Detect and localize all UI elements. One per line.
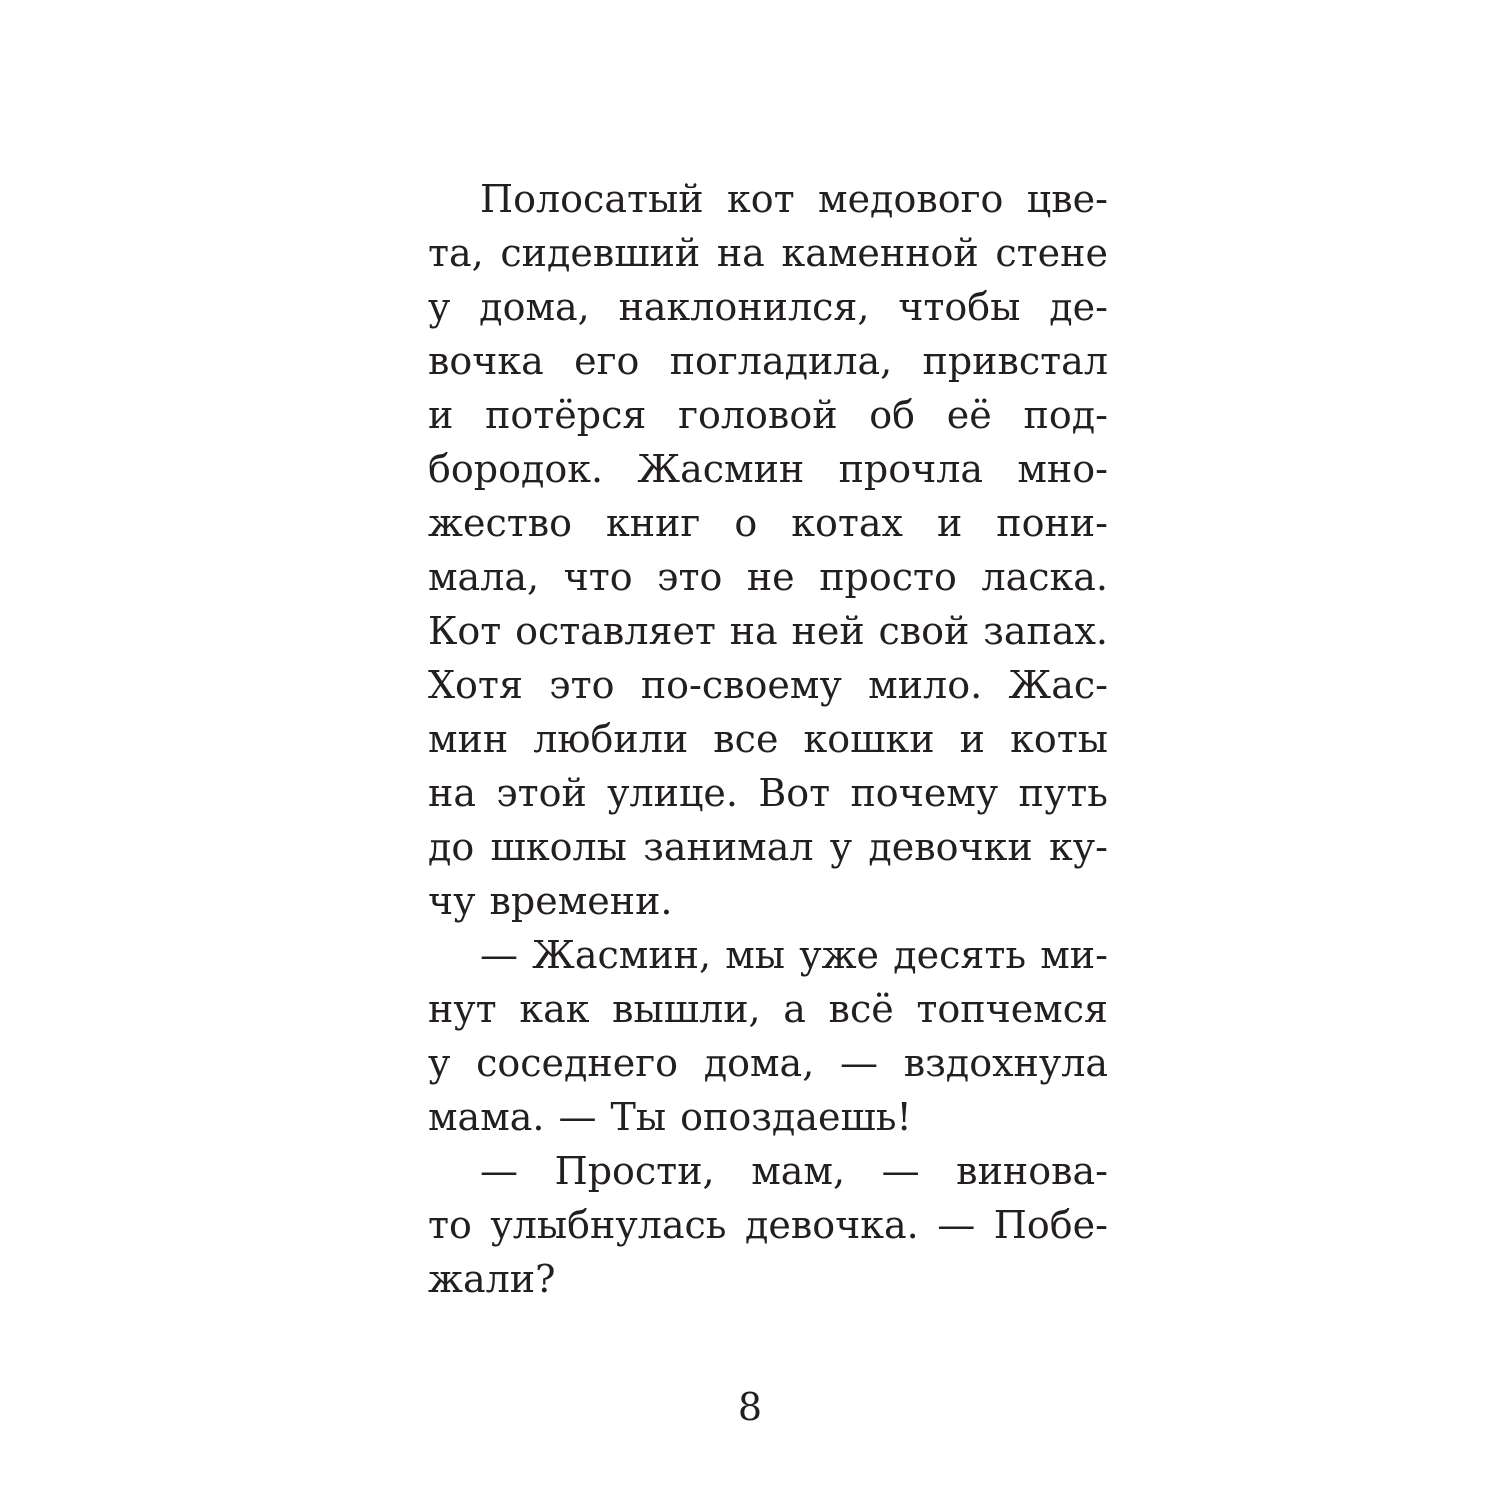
word: чтобы bbox=[898, 285, 1021, 329]
word: у bbox=[829, 825, 853, 869]
word: и bbox=[936, 501, 963, 545]
word: Прости, bbox=[554, 1149, 715, 1193]
word: — bbox=[480, 933, 518, 977]
word: что bbox=[563, 555, 633, 599]
word: ласка. bbox=[981, 555, 1108, 599]
word: вышли, bbox=[612, 987, 761, 1031]
text-line bbox=[428, 820, 1108, 874]
text-line bbox=[428, 172, 1108, 226]
word: мам, bbox=[751, 1149, 846, 1193]
word: та, bbox=[428, 231, 484, 275]
word: на bbox=[729, 609, 778, 653]
word: дома, bbox=[479, 285, 590, 329]
text-line bbox=[428, 1252, 1108, 1306]
word: наклонился, bbox=[618, 285, 870, 329]
word: — bbox=[558, 1095, 597, 1139]
word: де- bbox=[1049, 285, 1108, 329]
word: а bbox=[783, 987, 806, 1031]
word: улице. bbox=[607, 771, 738, 815]
word: ми- bbox=[1040, 933, 1108, 977]
word: как bbox=[519, 987, 590, 1031]
word: мы bbox=[725, 933, 786, 977]
word: оставляет bbox=[515, 609, 716, 653]
word: бородок. bbox=[428, 447, 604, 491]
word: мин bbox=[428, 717, 509, 761]
text-line bbox=[428, 442, 1108, 496]
word: топчемся bbox=[916, 987, 1108, 1031]
word: на bbox=[716, 231, 765, 275]
word: Побе- bbox=[993, 1203, 1108, 1247]
text-line bbox=[428, 1198, 1108, 1252]
word: времени. bbox=[489, 879, 673, 923]
word: занимал bbox=[643, 825, 814, 869]
word: мала, bbox=[428, 555, 540, 599]
word: каменной bbox=[781, 231, 979, 275]
text-line bbox=[428, 1036, 1108, 1090]
word: Полосатый bbox=[480, 177, 704, 221]
word: книг bbox=[606, 501, 701, 545]
word: чу bbox=[428, 879, 476, 923]
word: Жас- bbox=[1008, 663, 1108, 707]
text-line bbox=[428, 658, 1108, 712]
word: уже bbox=[799, 933, 880, 977]
word: мама. bbox=[428, 1095, 545, 1139]
word: опоздаешь! bbox=[680, 1095, 912, 1139]
word: это bbox=[657, 555, 723, 599]
word: улыбнулась bbox=[490, 1203, 727, 1247]
word: мно- bbox=[1017, 447, 1108, 491]
word: Ты bbox=[610, 1095, 667, 1139]
word: мило. bbox=[868, 663, 983, 707]
word: — bbox=[480, 1149, 518, 1193]
body-text bbox=[428, 172, 1108, 1306]
word: потёрся bbox=[485, 393, 647, 437]
word: вочка bbox=[428, 339, 544, 383]
word: привстал bbox=[922, 339, 1108, 383]
word: под- bbox=[1023, 393, 1108, 437]
word: до bbox=[428, 825, 475, 869]
word: у bbox=[428, 285, 451, 329]
text-line bbox=[428, 1090, 1108, 1144]
word: школы bbox=[490, 825, 627, 869]
word: кошки bbox=[803, 717, 935, 761]
word: это bbox=[549, 663, 615, 707]
word: путь bbox=[1018, 771, 1108, 815]
text-line bbox=[428, 766, 1108, 820]
text-line bbox=[428, 334, 1108, 388]
word: по-своему bbox=[640, 663, 842, 707]
word: о bbox=[734, 501, 758, 545]
word: головой bbox=[678, 393, 838, 437]
word: не bbox=[746, 555, 795, 599]
text-line bbox=[428, 712, 1108, 766]
word: пони- bbox=[996, 501, 1108, 545]
word: все bbox=[713, 717, 779, 761]
text-line bbox=[428, 1144, 1108, 1198]
word: этой bbox=[496, 771, 587, 815]
word: десять bbox=[893, 933, 1027, 977]
text-line bbox=[428, 226, 1108, 280]
word: Жасмин, bbox=[532, 933, 712, 977]
word: вздохнула bbox=[903, 1041, 1108, 1085]
text-line bbox=[428, 604, 1108, 658]
word: всё bbox=[828, 987, 894, 1031]
word: и bbox=[428, 393, 454, 437]
word: жество bbox=[428, 501, 573, 545]
text-line bbox=[428, 388, 1108, 442]
word: Вот bbox=[758, 771, 831, 815]
word: просто bbox=[819, 555, 957, 599]
word: соседнего bbox=[476, 1041, 678, 1085]
word: жали? bbox=[428, 1257, 556, 1301]
word: её bbox=[946, 393, 992, 437]
word: запах. bbox=[983, 609, 1108, 653]
word: нут bbox=[428, 987, 497, 1031]
text-line bbox=[428, 280, 1108, 334]
word: винова- bbox=[956, 1149, 1108, 1193]
word: дома, bbox=[703, 1041, 815, 1085]
word: медового bbox=[818, 177, 1004, 221]
word: цве- bbox=[1026, 177, 1108, 221]
word: на bbox=[428, 771, 476, 815]
word: почему bbox=[850, 771, 999, 815]
word: свой bbox=[878, 609, 970, 653]
word: любили bbox=[533, 717, 689, 761]
text-line bbox=[428, 928, 1108, 982]
word: девочка. bbox=[744, 1203, 919, 1247]
word: Хотя bbox=[428, 663, 523, 707]
word: сидевший bbox=[500, 231, 701, 275]
text-line bbox=[428, 496, 1108, 550]
word: стене bbox=[995, 231, 1108, 275]
word: ку- bbox=[1048, 825, 1108, 869]
word: у bbox=[428, 1041, 451, 1085]
word: прочла bbox=[838, 447, 984, 491]
word: то bbox=[428, 1203, 472, 1247]
word: его bbox=[574, 339, 640, 383]
text-line bbox=[428, 982, 1108, 1036]
word: — bbox=[881, 1149, 920, 1193]
word: кот bbox=[726, 177, 795, 221]
word: погладила, bbox=[669, 339, 893, 383]
text-line bbox=[428, 874, 1108, 928]
word: — bbox=[839, 1041, 878, 1085]
word: Кот bbox=[428, 609, 502, 653]
word: ней bbox=[791, 609, 865, 653]
word: коты bbox=[1010, 717, 1108, 761]
page-number: 8 bbox=[737, 1385, 763, 1429]
word: — bbox=[937, 1203, 976, 1247]
word: девочки bbox=[868, 825, 1033, 869]
word: и bbox=[959, 717, 985, 761]
word: об bbox=[869, 393, 916, 437]
word: Жасмин bbox=[637, 447, 805, 491]
text-line bbox=[428, 550, 1108, 604]
word: котах bbox=[791, 501, 903, 545]
